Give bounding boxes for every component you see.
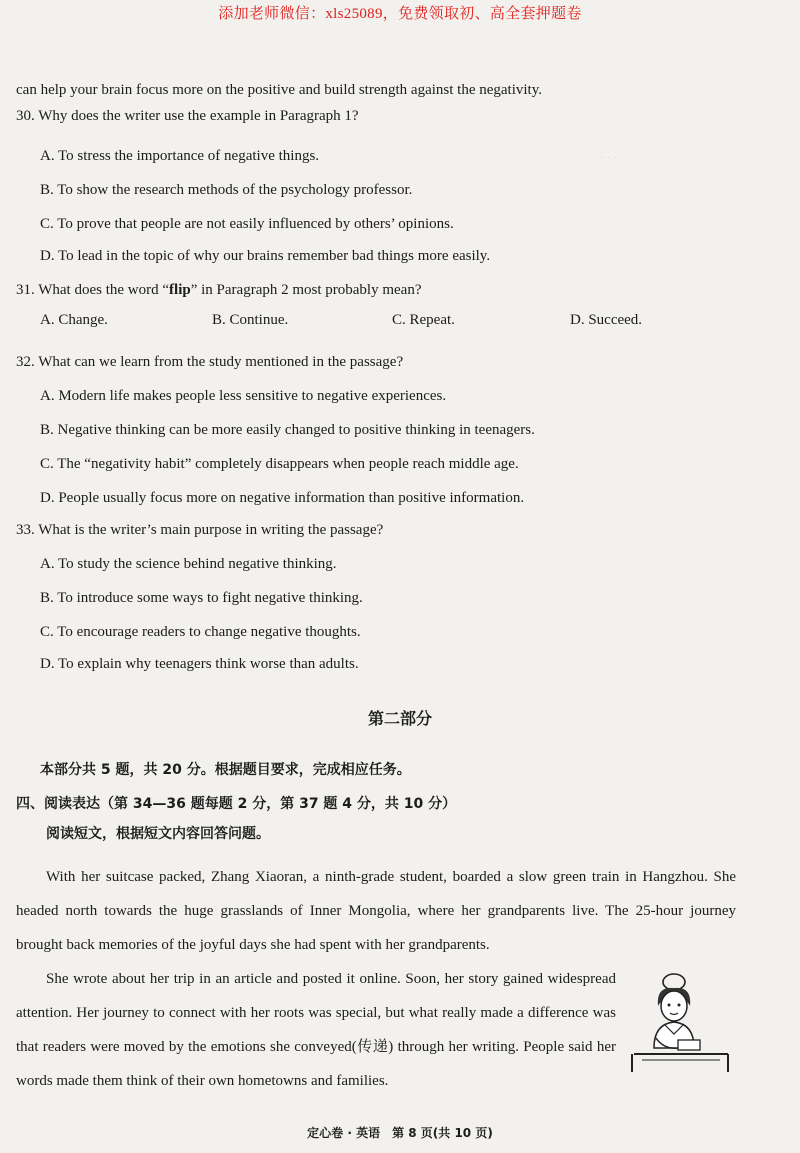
question-32-option-c: C. The “negativity habit” completely disappears when people reach middle age.	[40, 456, 519, 472]
question-32-option-a: A. Modern life makes people less sensitive to negative experiences.	[40, 388, 447, 404]
question-31-option-a: A. Change.	[40, 312, 108, 328]
question-33-option-d: D. To explain why teenagers think worse than adults.	[40, 656, 359, 672]
question-33-stem: 33. What is the writer’s main purpose in writing the passage?	[16, 522, 384, 538]
question-30-option-c: C. To prove that people are not easily influenced by others’ opinions.	[40, 216, 454, 232]
part-two-title: 第二部分	[367, 709, 432, 728]
question-31-option-b: B. Continue.	[212, 312, 289, 328]
passage-paragraph-1: With her suitcase packed, Zhang Xiaoran, a ninth-grade student, boarded a slow green train in Hangzhou. She headed north towards the huge grasslands of Inner Mongolia, where her grandparents live. The 25-hour journey brought back memories of the joyful days she had spent with her grandparents.	[16, 869, 736, 953]
section-four-heading: 四、阅读表达（第 34—36 题每题 2 分，第 37 题 4 分，共 10 分）	[16, 796, 457, 812]
question-31-stem: 31. What does the word “flip” in Paragraph 2 most probably mean?	[16, 282, 422, 298]
question-33-option-b: B. To introduce some ways to fight negative thinking.	[40, 590, 363, 606]
part-two-description: 本部分共 5 题，共 20 分。根据题目要求，完成相应任务。	[40, 762, 411, 778]
question-30-stem: 30. Why does the writer use the example in Paragraph 1?	[16, 108, 359, 124]
bleed-through-text: · · ·	[600, 150, 618, 164]
intro-tail: can help your brain focus more on the positive and build strength against the negativity.	[16, 82, 542, 98]
question-31-option-c: C. Repeat.	[392, 312, 455, 328]
reading-instruction: 阅读短文，根据短文内容回答问题。	[46, 826, 270, 842]
question-33-option-c: C. To encourage readers to change negative thoughts.	[40, 624, 361, 640]
question-32-stem: 32. What can we learn from the study mentioned in the passage?	[16, 354, 404, 370]
question-32-option-d: D. People usually focus more on negative information than positive information.	[40, 490, 525, 506]
page-footer: 定心卷 · 英语 第 8 页(共 10 页)	[307, 1126, 493, 1140]
question-30-option-d: D. To lead in the topic of why our brains remember bad things more easily.	[40, 248, 491, 264]
passage-paragraph-2: She wrote about her trip in an article and posted it online. Soon, her story gained widespread attention. Her journey to connect with her roots was special, but what really made a difference was that readers were moved by the emotions she conveyed(传递) through her writing. People said her words made them think of their own hometowns and families.	[16, 971, 616, 1089]
question-31-option-d: D. Succeed.	[570, 312, 643, 328]
question-30-option-a: A. To stress the importance of negative things.	[40, 148, 320, 164]
question-31-options	[40, 312, 780, 334]
promo-banner: 添加老师微信：xls25089，免费领取初、高全套押题卷	[218, 6, 582, 22]
question-31-keyword: flip	[169, 282, 191, 298]
girl-writing-illustration	[628, 968, 738, 1078]
question-30-option-b: B. To show the research methods of the psychology professor.	[40, 182, 413, 198]
question-32-option-b: B. Negative thinking can be more easily changed to positive thinking in teenagers.	[40, 422, 535, 438]
question-33-option-a: A. To study the science behind negative thinking.	[40, 556, 337, 572]
